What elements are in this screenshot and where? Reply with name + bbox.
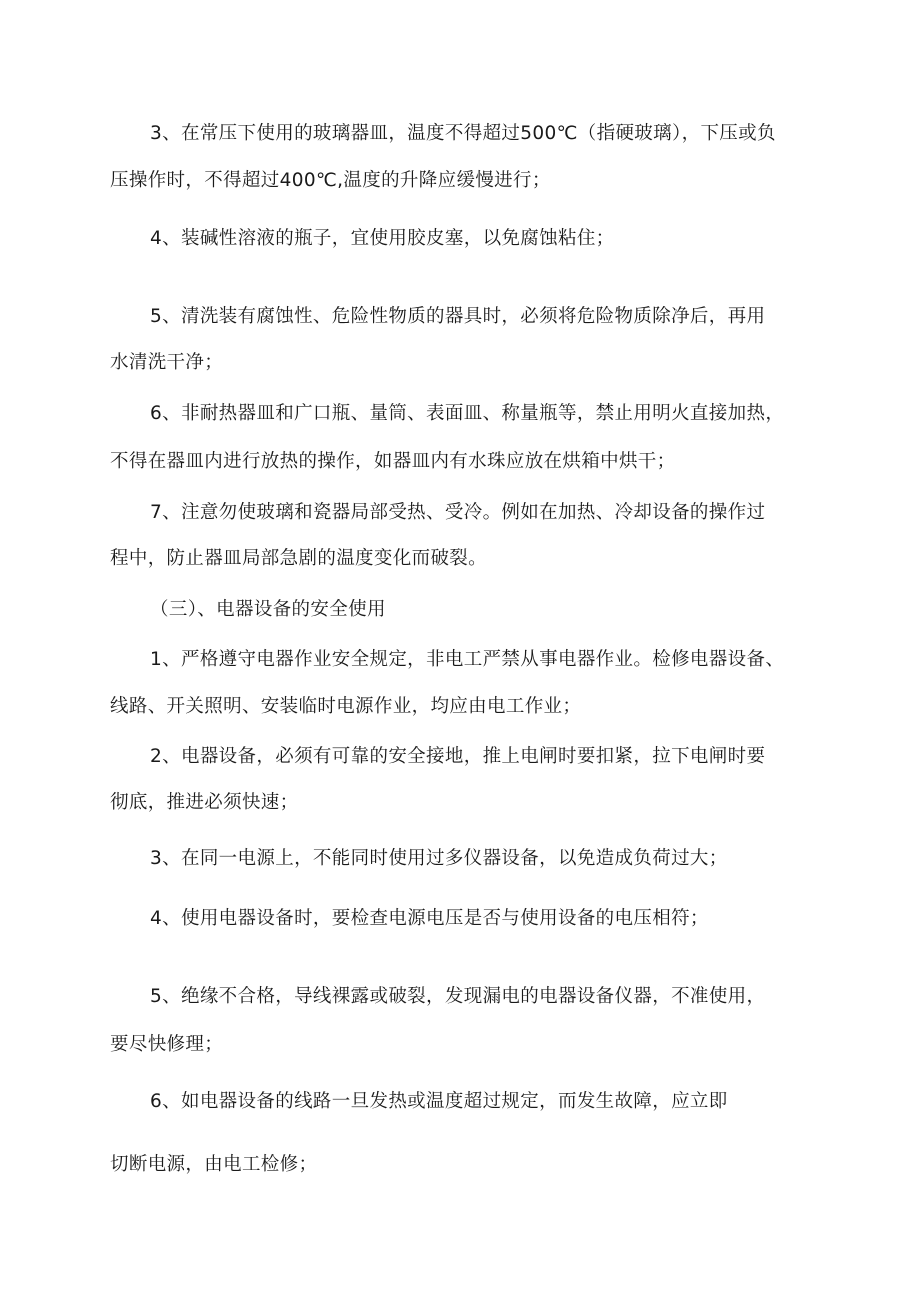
electrical-item-6-line-2: 切断电源，由电工检修； xyxy=(110,1154,318,1175)
paragraph-7-line-2: 程中，防止器皿局部急剧的温度变化而破裂。 xyxy=(110,548,488,569)
electrical-item-3-line-1: 3、在同一电源上，不能同时使用过多仪器设备，以免造成负荷过大； xyxy=(150,848,728,869)
electrical-item-6-line-1: 6、如电器设备的线路一旦发热或温度超过规定，而发生故障，应立即 xyxy=(150,1091,728,1112)
paragraph-6-line-1: 6、非耐热器皿和广口瓶、量筒、表面皿、称量瓶等，禁止用明火直接加热， xyxy=(150,403,785,424)
paragraph-7-line-1: 7、注意勿使玻璃和瓷器局部受热、受冷。例如在加热、冷却设备的操作过 xyxy=(150,502,766,523)
electrical-item-5-line-2: 要尽快修理； xyxy=(110,1034,224,1055)
electrical-item-4-line-1: 4、使用电器设备时，要检查电源电压是否与使用设备的电压相符； xyxy=(150,908,709,929)
electrical-item-5-line-1: 5、绝缘不合格，导线裸露或破裂，发现漏电的电器设备仪器，不准使用， xyxy=(150,986,766,1007)
paragraph-6-line-2: 不得在器皿内进行放热的操作，如器皿内有水珠应放在烘箱中烘干； xyxy=(110,451,676,472)
electrical-item-2-line-2: 彻底，推进必须快速； xyxy=(110,792,299,813)
electrical-item-1-line-1: 1、严格遵守电器作业安全规定，非电工严禁从事电器作业。检修电器设备、 xyxy=(150,649,785,670)
electrical-item-2-line-1: 2、电器设备，必须有可靠的安全接地，推上电闸时要扣紧，拉下电闸时要 xyxy=(150,746,766,767)
paragraph-3-line-1: 3、在常压下使用的玻璃器皿，温度不得超过500℃（指硬玻璃），下压或负 xyxy=(150,123,776,144)
section-heading: （三）、电器设备的安全使用 xyxy=(150,599,386,620)
paragraph-3-line-2: 压操作时，不得超过400℃,温度的升降应缓慢进行； xyxy=(110,170,551,191)
paragraph-5-line-1: 5、清洗装有腐蚀性、危险性物质的器具时，必须将危险物质除净后，再用 xyxy=(150,306,766,327)
paragraph-4-line-1: 4、装碱性溶液的瓶子，宜使用胶皮塞，以免腐蚀粘住； xyxy=(150,228,615,249)
electrical-item-1-line-2: 线路、开关照明、安装临时电源作业，均应由电工作业； xyxy=(110,696,582,717)
paragraph-5-line-2: 水清洗干净； xyxy=(110,352,224,373)
